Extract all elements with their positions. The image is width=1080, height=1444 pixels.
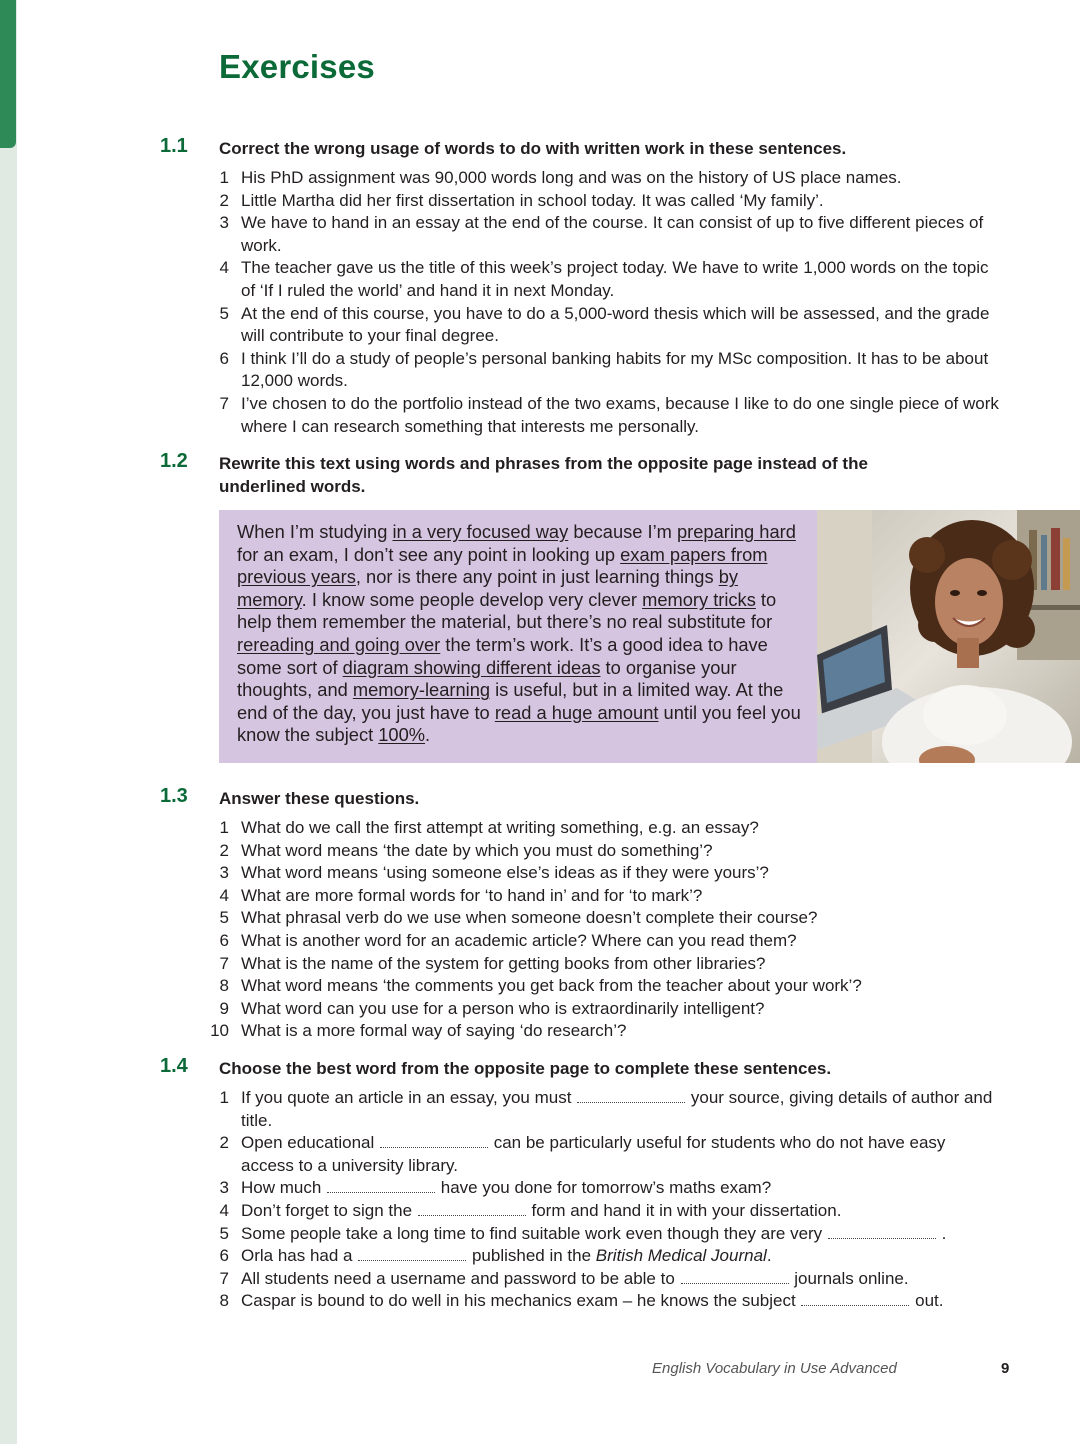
answer-blank[interactable] — [380, 1133, 488, 1148]
list-item — [200, 303, 1000, 348]
item-number: 3 — [219, 1178, 229, 1198]
item-number: 1 — [219, 168, 229, 187]
page-title: Exercises — [219, 48, 375, 85]
sentence-start: Open educational — [241, 1133, 379, 1153]
sentence-end: journals online. — [789, 1268, 909, 1288]
list-item — [200, 930, 1000, 953]
item-number: 6 — [219, 1246, 229, 1266]
sentence-end: . — [936, 1223, 947, 1243]
exercise-item-list — [200, 1087, 1000, 1313]
item-text: Little Martha did her first dissertation in school today. It was called ‘My family’. — [241, 190, 824, 210]
item-text: What word means ‘the date by which you must do something’? — [241, 840, 713, 860]
item-number: 1 — [219, 818, 229, 837]
sentence-end: form and hand it in with your dissertation. — [526, 1200, 842, 1220]
item-number: 8 — [219, 1291, 229, 1311]
exercise-item-list — [200, 817, 1000, 1043]
footer-book-title: English Vocabulary in Use Advanced — [652, 1360, 897, 1377]
item-number: 6 — [219, 348, 229, 368]
list-item — [200, 975, 1000, 998]
item-text: What phrasal verb do we use when someone doesn’t complete their course? — [241, 908, 818, 928]
list-item — [200, 1132, 1000, 1177]
list-item — [200, 1290, 1000, 1313]
exercise-instruction: Correct the wrong usage of words to do with written work in these sentences. — [219, 139, 847, 158]
item-number: 7 — [219, 393, 229, 413]
item-text: What is a more formal way of saying ‘do research’? — [241, 1021, 627, 1041]
answer-blank[interactable] — [418, 1201, 526, 1216]
item-text: I’ve chosen to do the portfolio instead of the two exams, because I like to do one single piece of work where I can research something that interests me personally. — [241, 393, 999, 436]
item-text: What do we call the first attempt at writing something, e.g. an essay? — [241, 818, 759, 837]
sentence-start: All students need a username and password to be able to — [241, 1268, 680, 1288]
list-item — [200, 1020, 1000, 1043]
sentence-start: Caspar is bound to do well in his mechanics exam – he knows the subject — [241, 1291, 801, 1311]
item-number: 2 — [219, 190, 229, 210]
exercise-number: 1.3 — [160, 785, 188, 807]
list-item — [200, 1268, 1000, 1291]
passage-text: , nor is there any point in just learning things — [355, 566, 719, 588]
item-number: 4 — [219, 1200, 229, 1220]
rewrite-text-box — [219, 510, 817, 763]
item-number: 4 — [219, 258, 229, 278]
list-item — [200, 953, 1000, 976]
answer-blank[interactable] — [828, 1224, 936, 1239]
item-number: 2 — [219, 1133, 229, 1153]
exercise-number: 1.4 — [160, 1055, 188, 1077]
underlined-phrase: memory-learning — [352, 679, 491, 701]
underlined-phrase: read a huge amount — [494, 701, 659, 723]
page-number: 9 — [1001, 1360, 1010, 1377]
list-item — [200, 1087, 1000, 1132]
list-item — [200, 257, 1000, 302]
sentence-start: Don’t forget to sign the — [241, 1200, 417, 1220]
section-tab-marker — [0, 0, 16, 148]
underlined-phrase: in a very focused way — [392, 521, 569, 542]
sentence-end: published in the — [467, 1246, 596, 1266]
exercise-instruction: Answer these questions. — [219, 789, 420, 808]
list-item — [200, 1245, 1000, 1268]
item-number: 9 — [219, 998, 229, 1018]
underlined-phrase: by memory — [237, 566, 738, 610]
passage-text: . — [425, 724, 431, 746]
item-text: His PhD assignment was 90,000 words long and was on the history of US place names. — [241, 168, 902, 187]
item-number: 2 — [219, 840, 229, 860]
underlined-phrase: memory tricks — [642, 588, 756, 610]
item-number: 5 — [219, 303, 229, 323]
exercise-item-list — [200, 167, 1000, 438]
student-photo — [817, 510, 1080, 763]
sentence-end: can be particularly useful for students who do not have easy access to a university library. — [241, 1133, 946, 1175]
underlined-phrase: exam papers from previous years — [237, 543, 768, 588]
sentence-start: Some people take a long time to find suitable work even though they are very — [241, 1223, 827, 1243]
left-margin-strip — [0, 0, 17, 1444]
list-item — [200, 393, 1000, 438]
answer-blank[interactable] — [327, 1178, 435, 1193]
passage-text: When I’m studying — [237, 521, 393, 542]
item-number: 6 — [219, 930, 229, 950]
item-number: 1 — [219, 1088, 229, 1107]
sentence-end: your source, giving details of author and title. — [241, 1088, 993, 1130]
list-item — [200, 817, 1000, 840]
list-item — [200, 907, 1000, 930]
passage-text: . I know some people develop very clever — [301, 588, 643, 610]
item-text: I think I’ll do a study of people’s personal banking habits for my MSc composition. It has to be about 12,000 words. — [241, 348, 989, 391]
item-number: 8 — [219, 976, 229, 996]
item-text: At the end of this course, you have to do a 5,000-word thesis which will be assessed, and the grade will contribute to your final degree. — [241, 303, 990, 346]
passage-text: because I’m — [568, 521, 677, 542]
exercise-number: 1.2 — [160, 450, 188, 472]
underlined-phrase: diagram showing different ideas — [342, 656, 601, 678]
item-text: What are more formal words for ‘to hand in’ and for ‘to mark’? — [241, 885, 703, 905]
underlined-phrase: 100% — [378, 724, 426, 746]
item-number: 3 — [219, 213, 229, 233]
answer-blank[interactable] — [681, 1269, 789, 1284]
item-text: What word can you use for a person who is extraordinarily intelligent? — [241, 998, 765, 1018]
journal-title: British Medical Journal — [595, 1246, 767, 1266]
sentence-end: out. — [910, 1291, 944, 1311]
list-item — [200, 998, 1000, 1021]
list-item — [200, 348, 1000, 393]
sentence-start: How much — [241, 1178, 327, 1198]
list-item — [200, 190, 1000, 213]
list-item — [200, 1223, 1000, 1246]
exercise-instruction: Choose the best word from the opposite page to complete these sentences. — [219, 1059, 832, 1078]
sentence-end: have you done for tomorrow’s maths exam? — [436, 1178, 772, 1198]
answer-blank[interactable] — [801, 1291, 909, 1306]
exercise-number: 1.1 — [160, 135, 188, 157]
list-item — [200, 1200, 1000, 1223]
exercise-instruction: Rewrite this text using words and phrases from the opposite page instead of the underlined words. — [219, 454, 868, 496]
item-text: What word means ‘using someone else’s ideas as if they were yours’? — [241, 863, 769, 883]
item-text: What is the name of the system for getting books from other libraries? — [241, 953, 766, 973]
answer-blank[interactable] — [577, 1088, 685, 1103]
item-number: 10 — [210, 1021, 229, 1041]
list-item — [200, 862, 1000, 885]
passage-text: for an exam, I don’t see any point in looking up — [237, 543, 621, 565]
item-number: 7 — [219, 953, 229, 973]
item-number: 4 — [219, 885, 229, 905]
passage-text: the term’s work. It’s a good idea to have some sort of — [237, 633, 768, 678]
list-item — [200, 212, 1000, 257]
underlined-phrase: preparing hard — [676, 521, 796, 542]
list-item — [200, 167, 1000, 190]
passage-text: to help them remember the material, but there’s no real substitute for — [237, 588, 777, 633]
underlined-phrase: rereading and going over — [237, 633, 441, 655]
item-number: 5 — [219, 908, 229, 928]
passage-text: to organise your thoughts, and — [237, 656, 737, 701]
item-text: We have to hand in an essay at the end of the course. It can consist of up to five different pieces of work. — [241, 213, 984, 255]
item-number: 7 — [219, 1268, 229, 1288]
sentence-start: Orla has had a — [241, 1246, 358, 1266]
passage-text: until you feel you know the subject — [237, 701, 801, 746]
item-number: 3 — [219, 863, 229, 883]
list-item — [200, 885, 1000, 908]
list-item — [200, 1177, 1000, 1200]
sentence-tail: . — [766, 1246, 772, 1266]
item-text: The teacher gave us the title of this week’s project today. We have to write 1,000 words on the topic of ‘If I ruled the world’ and hand it in next Monday. — [241, 258, 989, 300]
passage-text: is useful, but in a limited way. At the end of the day, you just have to — [237, 679, 784, 723]
sentence-start: If you quote an article in an essay, you must — [241, 1088, 577, 1107]
item-text: What word means ‘the comments you get back from the teacher about your work’? — [241, 976, 862, 996]
answer-blank[interactable] — [358, 1246, 466, 1261]
item-number: 5 — [219, 1223, 229, 1243]
item-text: What is another word for an academic article? Where can you read them? — [241, 930, 797, 950]
list-item — [200, 840, 1000, 863]
